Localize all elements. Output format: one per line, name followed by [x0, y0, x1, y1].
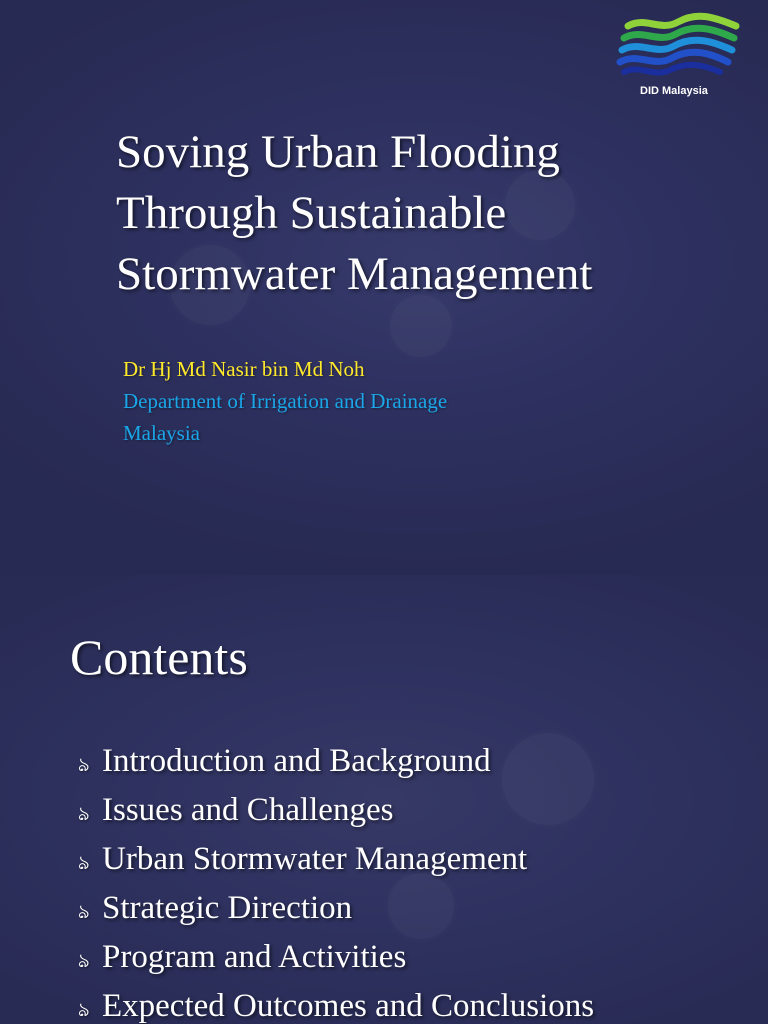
title-line: Soving Urban Flooding — [116, 126, 560, 178]
list-item — [78, 792, 594, 841]
contents-list — [78, 743, 594, 1024]
wave-bullet-icon: ঌ — [78, 999, 90, 1021]
list-item — [78, 988, 594, 1024]
department-name: Department of Irrigation and Drainage — [123, 389, 448, 413]
list-item-text: Program and Activities — [102, 939, 407, 975]
wave-bullet-icon: ঌ — [78, 901, 90, 923]
author-block — [123, 353, 447, 449]
list-item-text: Strategic Direction — [102, 890, 353, 926]
contents-slide — [0, 575, 768, 1024]
title-line: Stormwater Management — [116, 248, 593, 300]
title-line: Through Sustainable — [116, 187, 507, 239]
author-name: Dr Hj Md Nasir bin Md Noh — [123, 357, 365, 381]
list-item-text: Introduction and Background — [102, 743, 491, 779]
list-item — [78, 890, 594, 939]
wave-bullet-icon: ঌ — [78, 803, 90, 825]
list-item — [78, 841, 594, 890]
list-item-text: Expected Outcomes and Conclusions — [102, 988, 595, 1024]
list-item-text: Urban Stormwater Management — [102, 841, 528, 877]
wave-bullet-icon: ঌ — [78, 754, 90, 776]
country-name: Malaysia — [123, 421, 200, 445]
did-logo-icon — [616, 12, 742, 84]
contents-heading: Contents — [70, 629, 248, 685]
list-item — [78, 743, 594, 792]
logo-caption: DID Malaysia — [640, 85, 708, 97]
slide-title — [116, 122, 756, 305]
wave-bullet-icon: ঌ — [78, 950, 90, 972]
list-item — [78, 939, 594, 988]
list-item-text: Issues and Challenges — [102, 792, 394, 828]
wave-bullet-icon: ঌ — [78, 852, 90, 874]
